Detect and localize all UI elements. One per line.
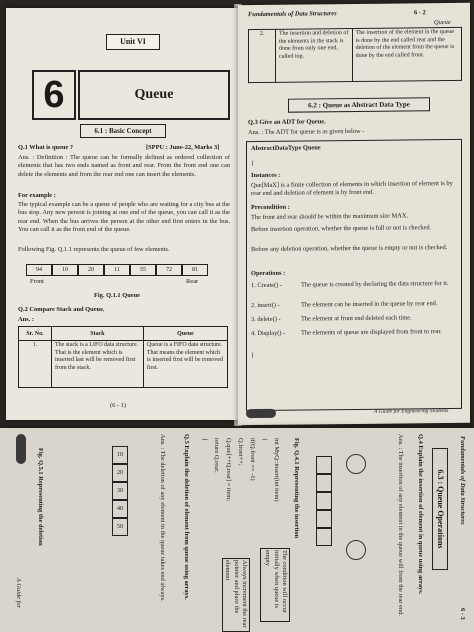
following-text: Following Fig. Q.1.1 represents the queue of few elements.: [18, 246, 170, 253]
q3-answer: Ans. : The ADT for queue is as given below -: [248, 127, 365, 137]
queue-cell: 10: [52, 264, 78, 276]
close-brace: }: [251, 352, 255, 360]
table-header: Stack: [52, 327, 144, 341]
note-box: Always increment the rear pointer and place the element: [222, 558, 250, 632]
code-line: if(Q.front == -1): [249, 438, 256, 481]
queue-cell: 10: [112, 446, 128, 464]
unit-label: Unit VI: [106, 34, 160, 50]
footer-guide: A Guide for Engineering Students: [374, 408, 449, 415]
deletion-queue-diagram: [112, 446, 128, 536]
table-cell: 1.: [19, 341, 52, 388]
q1-marks: [SPPU : June-22, Marks 3]: [146, 144, 220, 151]
left-page: [6, 8, 238, 420]
bottom-page: [0, 428, 474, 632]
queue-cell: 72: [156, 264, 182, 276]
running-header: Fundamentals of Data Structures: [459, 436, 466, 525]
code-line: Q.que[++Q.rear] = item;: [225, 438, 232, 501]
code-line: Q.front++;: [237, 438, 244, 466]
op-desc: The queue is created by declaring the data structure for it.: [301, 280, 449, 289]
front-label: Front: [30, 278, 44, 285]
rear-label: Rear: [186, 278, 199, 285]
fig5-caption: Fig. Q.5.1 Representing the deletion: [37, 448, 44, 546]
publisher-logo: [246, 409, 276, 418]
queue-cell: 81: [182, 264, 208, 276]
section-title: 6.1 : Basic Concept: [80, 124, 166, 138]
queue-cell: 11: [104, 264, 130, 276]
q1-question: Q.1 What is queue ?: [18, 144, 74, 151]
queue-cell: 55: [130, 264, 156, 276]
front-arrow-icon: [346, 454, 366, 474]
chapter-number: 6: [32, 70, 76, 120]
example-text: The typical example can be a queue of people who are waiting for a city bus at the bus stop. Any new person is joining at one end of the queue, you can call it as the rear end. When the bus arrives the person at the other end first enters in the bus. You can call it as the front end of the queue.: [18, 201, 230, 234]
q5-answer: Ans. : The deletion of any element in the queue takes end always.: [159, 434, 166, 602]
queue-cell: 20: [78, 264, 104, 276]
q3-question: Q.3 Give an ADT for Queue.: [248, 118, 326, 127]
header-page-number: 6 - 3: [459, 608, 466, 620]
header-sub: Queue: [434, 18, 451, 27]
op-name: 2. insert() -: [251, 301, 280, 310]
operations-heading: Operations :: [251, 269, 286, 278]
code-line: {: [261, 438, 268, 442]
note-box: The condition will occur initially when queue is empty: [260, 548, 290, 622]
queue-cell: 94: [26, 264, 52, 276]
q5-question: Q.5 Explain the deletion of element from queue using arrays.: [183, 434, 190, 600]
adt-box: [246, 139, 462, 411]
op-name: 1. Create() -: [251, 281, 283, 290]
op-desc: The element can be inserted in the queue by rear end.: [301, 300, 438, 309]
queue-cell: 40: [112, 500, 128, 518]
table-cell: The stack is a LIFO data structure. That is the element which is inserted last will be removed first from the stack.: [52, 341, 144, 388]
queue-cell: 30: [112, 482, 128, 500]
footer-guide: A Guide for: [15, 578, 22, 609]
code-line: return Q.rear;: [213, 438, 220, 473]
op-name: 3. delete() -: [251, 315, 281, 324]
table-header: Queue: [143, 327, 227, 341]
queue-diagram: [26, 264, 208, 276]
fig-caption: Fig. Q.1.1 Queue: [94, 292, 140, 299]
example-heading: For example :: [18, 192, 56, 199]
open-brace: {: [251, 160, 255, 168]
instances-heading: Instances :: [251, 171, 281, 180]
q4-question: Q.4 Explain the insertion of element in queue using arrays.: [417, 434, 424, 595]
code-line: int MyQ::insert(int item): [273, 438, 280, 502]
queue-cell: 20: [112, 464, 128, 482]
table-cell: Queue is a FIFO data structure. That means the element which is inserted first will be removed first.: [143, 341, 227, 388]
op-desc: The elements of queue are displayed from front to rear.: [301, 328, 442, 337]
instances-text: Que[MaX] is a finite collection of elements in which insertion of element is by rear end and deletion of element is by front end.: [251, 179, 453, 198]
code-line: }: [201, 438, 208, 442]
right-page: [238, 3, 470, 425]
section-title: 6.2 : Queue as Abstract Data Type: [288, 97, 430, 112]
q4-answer: Ans. : The insertion of any element in the queue will from the rear end.: [397, 434, 404, 616]
op-desc: The element at front end deleted each time.: [301, 314, 412, 323]
table-cell: 2.: [249, 29, 276, 82]
insertion-queue-diagram: [316, 456, 332, 546]
running-header: Fundamentals of Data Structures: [248, 10, 337, 19]
precondition-text: Before any deletion operation, whether the queue is empty or not is checked.: [251, 244, 448, 254]
queue-cell: 50: [112, 518, 128, 536]
precondition-text: Before insertion operation, whether the queue is full or not is checked.: [251, 224, 432, 234]
table-cell: The insertion of the element in the queue is done by the end called rear and the deletion of the element from the queue is done by the end called front.: [352, 27, 461, 81]
table-cell: The insertion and deletion of the elements in the stack is done from only one end, called top.: [276, 29, 353, 83]
publisher-logo: [16, 434, 26, 464]
compare-table: [18, 326, 228, 388]
section-title: 6.3 : Queue Operations: [432, 448, 448, 570]
header-page-number: 6 - 2: [414, 9, 426, 17]
precondition-text: The front and rear should be within the maximum size MAX.: [251, 212, 409, 222]
fig4-caption: Fig. Q.4.1 Representing the insertion: [293, 438, 300, 539]
chapter-title: Queue: [78, 70, 230, 120]
adt-title: AbstractDataType Queue: [251, 144, 321, 153]
q2-answer-label: Ans. :: [18, 316, 34, 323]
q1-answer: Ans. : Definition : The queue can be formally defined as ordered collection of elements that has two ends named as front and rear. From the front end one can delete the elements and from the rear end one can insert the elements.: [18, 154, 230, 178]
table-header: Sr. No.: [19, 327, 52, 341]
page-number: (6 - 1): [110, 402, 126, 409]
precondition-heading: Precondition :: [251, 203, 290, 212]
op-name: 4. Display() -: [251, 329, 286, 338]
rear-arrow-icon: [346, 540, 366, 560]
q2-question: Q.2 Compare Stack and Queue.: [18, 306, 105, 313]
compare-table-continued: [248, 27, 462, 83]
